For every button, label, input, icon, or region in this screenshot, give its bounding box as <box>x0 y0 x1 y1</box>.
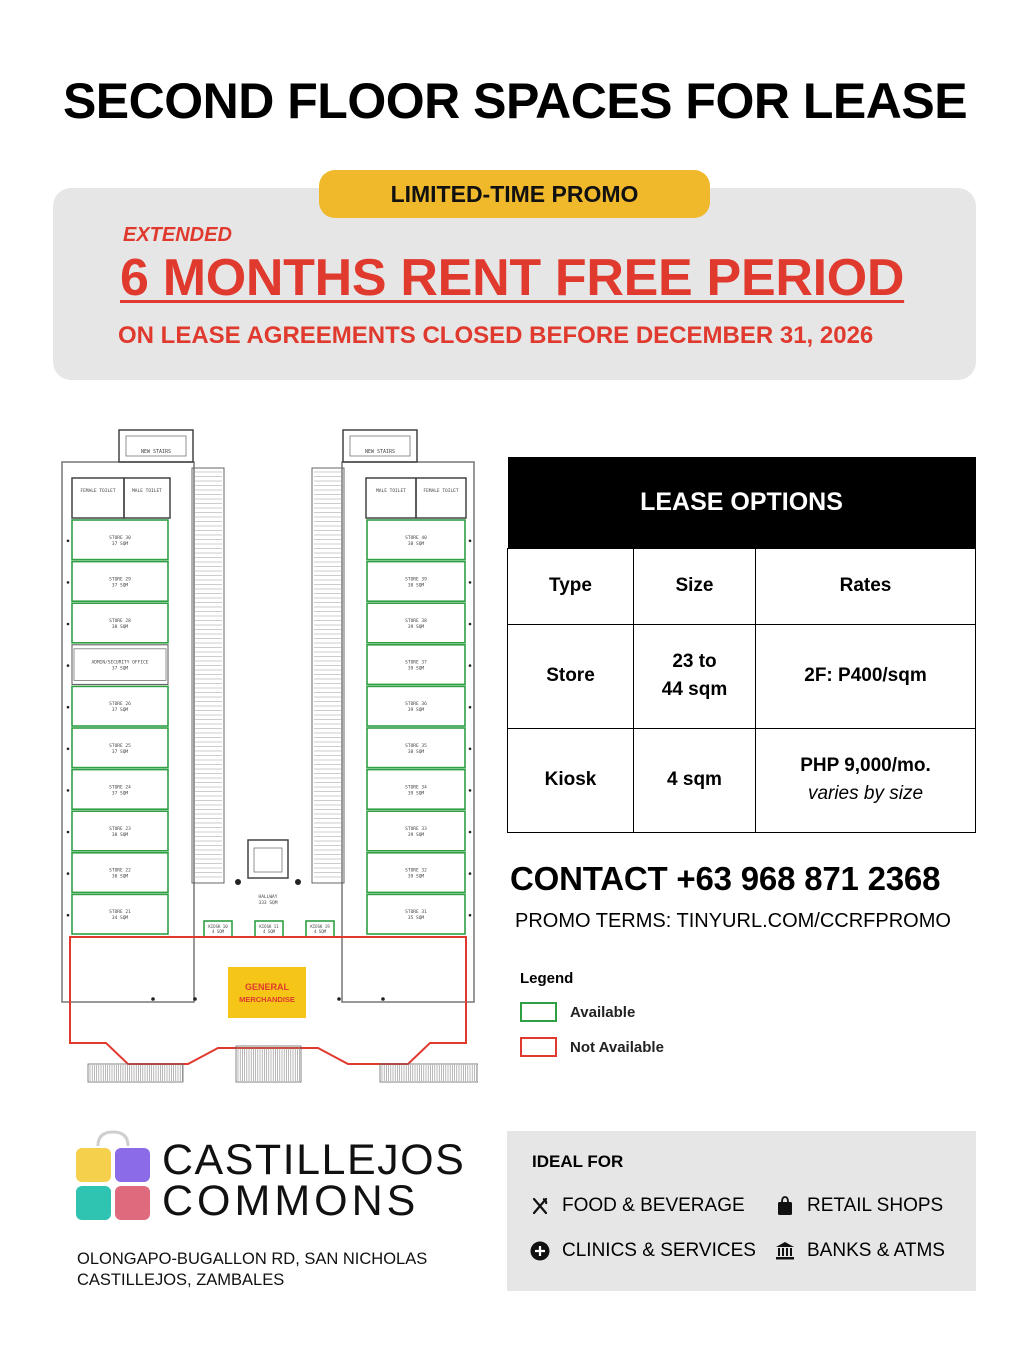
admin-office-unit <box>72 645 168 685</box>
store-unit <box>367 520 465 560</box>
column-rates: Rates <box>756 548 976 624</box>
svg-text:STORE 37: STORE 37 <box>405 660 427 666</box>
store-type: Store <box>508 624 634 728</box>
store-unit <box>72 811 168 851</box>
bank-icon <box>774 1240 796 1262</box>
svg-text:38 SQM: 38 SQM <box>407 541 425 547</box>
svg-text:STORE 39: STORE 39 <box>405 577 427 583</box>
svg-text:4 SQM: 4 SQM <box>262 929 276 934</box>
svg-text:4 SQM: 4 SQM <box>313 929 327 934</box>
store-unit <box>72 603 168 643</box>
svg-text:STORE 40: STORE 40 <box>405 535 427 541</box>
store-unit <box>367 686 465 726</box>
stores-left <box>67 520 168 934</box>
toilets-left <box>72 478 170 518</box>
svg-text:4 SQM: 4 SQM <box>211 929 225 934</box>
list-item: FOOD & BEVERAGE <box>529 1195 745 1217</box>
svg-text:STORE 34: STORE 34 <box>405 785 427 791</box>
kiosk-rate: PHP 9,000/mo. varies by size <box>756 728 976 832</box>
available-swatch <box>520 1002 557 1022</box>
promo-terms-link[interactable]: PROMO TERMS: TINYURL.COM/CCRFPROMO <box>515 910 951 932</box>
svg-text:STORE 24: STORE 24 <box>109 785 131 791</box>
legend-not-available <box>520 1037 664 1057</box>
svg-text:STORE 31: STORE 31 <box>405 910 427 916</box>
store-unit <box>72 770 168 810</box>
ideal-for-panel <box>507 1131 976 1291</box>
svg-text:39 SQM: 39 SQM <box>407 874 425 880</box>
promo-headline: 6 MONTHS RENT FREE PERIOD <box>120 249 905 307</box>
svg-text:STORE 29: STORE 29 <box>109 577 131 583</box>
svg-text:STORE 32: STORE 32 <box>405 868 427 874</box>
svg-text:38 SQM: 38 SQM <box>407 749 425 755</box>
toilets-right <box>366 478 466 518</box>
store-unit <box>367 562 465 602</box>
svg-text:39 SQM: 39 SQM <box>407 708 425 714</box>
plus-circle-icon <box>529 1240 551 1262</box>
male-toilet-label: MALE TOILET <box>132 489 162 494</box>
utensils-icon <box>529 1195 551 1217</box>
svg-text:37 SQM: 37 SQM <box>111 791 129 797</box>
page-title: SECOND FLOOR SPACES FOR LEASE <box>62 73 968 129</box>
store-unit <box>367 770 465 810</box>
kiosk-unit <box>204 921 232 937</box>
store-unit <box>72 853 168 893</box>
brand-name: CASTILLEJOS COMMONS <box>162 1136 466 1225</box>
shopping-bag-icon <box>774 1195 796 1217</box>
list-item: BANKS & ATMS <box>774 1240 945 1262</box>
kiosk-size: 4 sqm <box>634 728 756 832</box>
entrance-steps <box>88 1046 478 1082</box>
hallway-label: HALLWAY <box>258 895 278 900</box>
svg-text:39 SQM: 39 SQM <box>407 625 425 630</box>
svg-text:STORE 35: STORE 35 <box>405 743 427 749</box>
svg-text:STORE 38: STORE 38 <box>405 619 427 624</box>
floor-plan <box>58 428 478 1088</box>
list-item: RETAIL SHOPS <box>774 1195 943 1217</box>
stairs-left <box>119 430 193 462</box>
kiosks <box>204 921 334 937</box>
column-size: Size <box>634 548 756 624</box>
store-unit <box>367 853 465 893</box>
table-row <box>508 728 976 832</box>
svg-text:KIOSK 19: KIOSK 19 <box>310 924 330 929</box>
lease-options-table <box>507 457 976 833</box>
list-item: CLINICS & SERVICES <box>529 1240 756 1262</box>
svg-text:34 SQM: 34 SQM <box>111 916 129 922</box>
svg-text:STORE 22: STORE 22 <box>109 868 131 874</box>
stairs-label: NEW STAIRS <box>140 449 172 455</box>
legend-title: Legend <box>520 970 574 987</box>
brand-logo <box>76 1130 466 1230</box>
svg-text:STORE 26: STORE 26 <box>109 702 131 708</box>
store-unit <box>367 894 465 934</box>
store-unit <box>72 562 168 602</box>
column-type: Type <box>508 548 634 624</box>
svg-text:39 SQM: 39 SQM <box>407 666 425 672</box>
svg-text:38 SQM: 38 SQM <box>111 625 129 630</box>
store-unit <box>367 645 465 685</box>
svg-text:37 SQM: 37 SQM <box>111 708 129 714</box>
store-unit <box>72 686 168 726</box>
stores-right <box>367 520 471 934</box>
svg-text:STORE 23: STORE 23 <box>109 827 131 832</box>
contact-phone: CONTACT +63 968 871 2368 <box>510 860 941 897</box>
table-row <box>508 624 976 728</box>
kiosk-type: Kiosk <box>508 728 634 832</box>
legend-not-available-label: Not Available <box>570 1038 664 1056</box>
female-toilet-label: FEMALE TOILET <box>423 489 459 494</box>
svg-text:39 SQM: 39 SQM <box>407 791 425 797</box>
lease-options-heading: LEASE OPTIONS <box>508 457 976 548</box>
kiosk-unit <box>255 921 283 937</box>
svg-text:ADMIN/SECURITY OFFICE: ADMIN/SECURITY OFFICE <box>91 660 149 666</box>
shopping-bag-logo-icon <box>76 1130 150 1224</box>
svg-text:37 SQM: 37 SQM <box>111 583 129 589</box>
svg-text:37 SQM: 37 SQM <box>111 749 129 755</box>
svg-text:38 SQM: 38 SQM <box>111 833 129 838</box>
svg-text:STORE 21: STORE 21 <box>109 910 131 916</box>
not-available-swatch <box>520 1037 557 1057</box>
store-unit <box>72 728 168 768</box>
hallway-size: 333 SQM <box>258 901 278 906</box>
store-rate: 2F: P400/sqm <box>756 624 976 728</box>
promo-subline: ON LEASE AGREEMENTS CLOSED BEFORE DECEMBER 31, 2026 <box>118 322 874 349</box>
escalator-left <box>192 468 224 883</box>
svg-text:STORE 28: STORE 28 <box>109 619 131 624</box>
general-merchandise-block <box>228 967 306 1018</box>
stairs-right <box>343 430 417 462</box>
kiosk-unit <box>306 921 334 937</box>
store-unit <box>367 728 465 768</box>
svg-text:38 SQM: 38 SQM <box>407 583 425 589</box>
store-unit <box>367 811 465 851</box>
svg-text:STORE 36: STORE 36 <box>405 702 427 708</box>
legend-available-label: Available <box>570 1003 636 1021</box>
gm-label-1: GENERAL <box>244 982 290 992</box>
promo-extended-label: EXTENDED <box>123 224 232 246</box>
store-unit <box>367 603 465 643</box>
svg-text:KIOSK 10: KIOSK 10 <box>208 924 228 929</box>
svg-text:STORE 25: STORE 25 <box>109 743 131 749</box>
svg-text:KIOSK 11: KIOSK 11 <box>259 924 279 929</box>
svg-text:39 SQM: 39 SQM <box>407 833 425 838</box>
legend-available <box>520 1002 635 1022</box>
gm-label-2: MERCHANDISE <box>239 995 295 1004</box>
stairs-label: NEW STAIRS <box>364 449 396 455</box>
store-unit <box>72 894 168 934</box>
center-stairs <box>235 840 301 885</box>
address: OLONGAPO-BUGALLON RD, SAN NICHOLAS CASTILLEJOS, ZAMBALES <box>77 1250 428 1289</box>
female-toilet-label: FEMALE TOILET <box>80 489 116 494</box>
svg-text:35 SQM: 35 SQM <box>407 916 425 922</box>
store-size: 23 to 44 sqm <box>634 624 756 728</box>
svg-text:37 SQM: 37 SQM <box>111 541 129 547</box>
svg-text:37 SQM: 37 SQM <box>111 666 129 672</box>
svg-text:STORE 30: STORE 30 <box>109 535 131 541</box>
svg-text:38 SQM: 38 SQM <box>111 874 129 880</box>
ideal-for-title: IDEAL FOR <box>532 1152 624 1171</box>
store-unit <box>72 520 168 560</box>
promo-badge: LIMITED-TIME PROMO <box>319 170 710 218</box>
male-toilet-label: MALE TOILET <box>376 489 406 494</box>
escalator-right <box>312 468 344 883</box>
svg-text:STORE 33: STORE 33 <box>405 827 427 832</box>
